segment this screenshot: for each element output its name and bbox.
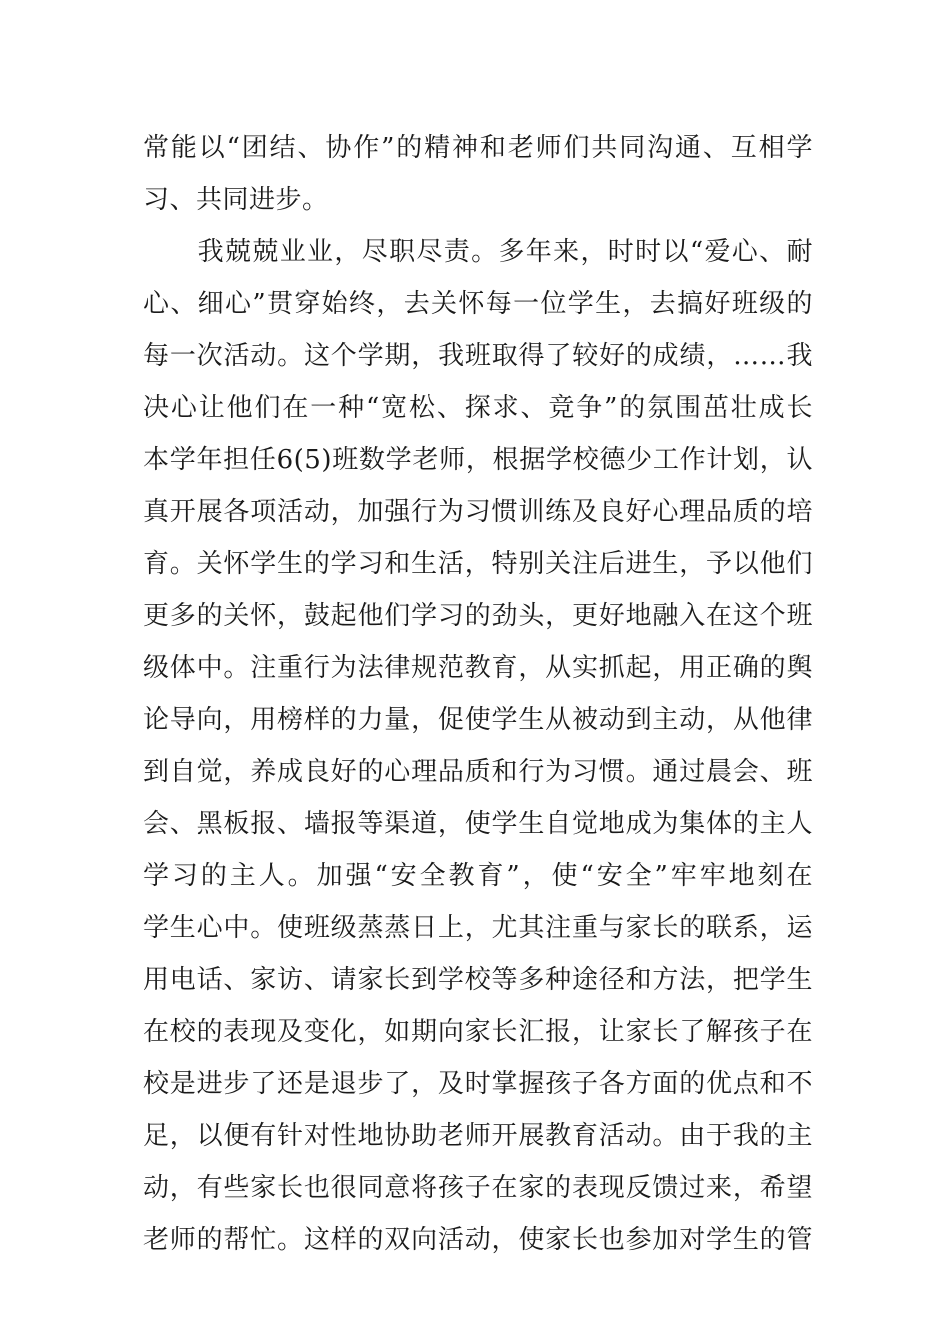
document-body (143, 122, 813, 1266)
text-line: 级体中。注重行为法律规范教育，从实抓起，用正确的舆 (143, 653, 813, 683)
text-line: 论导向，用榜样的力量，促使学生从被动到主动，从他律 (143, 705, 813, 735)
text-line: 学生心中。使班级蒸蒸日上，尤其注重与家长的联系，运 (143, 913, 813, 943)
text-line: 在校的表现及变化，如期向家长汇报，让家长了解孩子在 (143, 1017, 813, 1047)
text-line: 会、黑板报、墙报等渠道，使学生自觉地成为集体的主人 (143, 809, 813, 839)
text-line: 更多的关怀，鼓起他们学习的劲头，更好地融入在这个班 (143, 601, 813, 631)
text-line: 我兢兢业业，尽职尽责。多年来，时时以“爱心、耐 (143, 237, 813, 267)
text-line: 常能以“团结、协作”的精神和老师们共同沟通、互相学 (143, 133, 813, 163)
text-line: 足，以便有针对性地协助老师开展教育活动。由于我的主 (143, 1121, 813, 1151)
text-line: 每一次活动。这个学期，我班取得了较好的成绩，……我 (143, 341, 813, 371)
text-line: 真开展各项活动，加强行为习惯训练及良好心理品质的培 (143, 497, 813, 527)
text-line: 动，有些家长也很同意将孩子在家的表现反馈过来，希望 (143, 1173, 813, 1203)
text-line: 本学年担任6(5)班数学老师，根据学校德少工作计划，认 (143, 445, 813, 475)
text-line: 到自觉，养成良好的心理品质和行为习惯。通过晨会、班 (143, 757, 813, 787)
text-line: 老师的帮忙。这样的双向活动，使家长也参加对学生的管 (143, 1225, 813, 1255)
text-line: 心、细心”贯穿始终，去关怀每一位学生，去搞好班级的 (143, 289, 813, 319)
text-line: 用电话、家访、请家长到学校等多种途径和方法，把学生 (143, 965, 813, 995)
text-line: 校是进步了还是退步了，及时掌握孩子各方面的优点和不 (143, 1069, 813, 1099)
text-line: 学习的主人。加强“安全教育”，使“安全”牢牢地刻在 (143, 861, 813, 891)
text-line: 育。关怀学生的学习和生活，特别关注后进生，予以他们 (143, 549, 813, 579)
text-line: 习、共同进步。 (143, 185, 329, 215)
text-line: 决心让他们在一种“宽松、探求、竞争”的氛围茁壮成长 (143, 393, 813, 423)
